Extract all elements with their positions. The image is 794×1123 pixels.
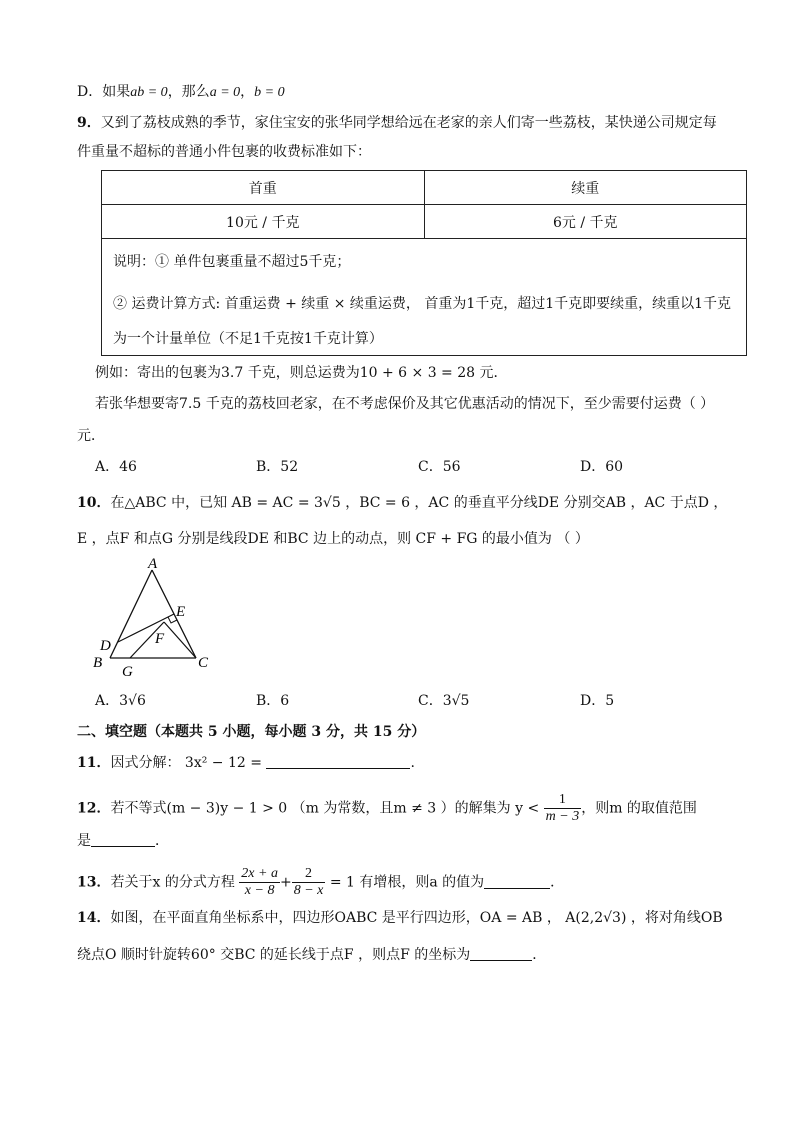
fee-value-extra-weight: 6元 / 千克 <box>424 205 747 239</box>
q10-option-d: D．5 <box>580 693 615 709</box>
q10-line1: 10．在△ABC 中，已知 AB = AC = 3√5 ，BC = 6 ，AC 的垂直平分线DE 分别交AB ，AC 于点D ， <box>77 495 728 511</box>
q12-line1: 12．若不等式(m − 3)y − 1 > 0 （m 为常数，且m ≠ 3 ）的解集为 y < $\frac{1}{m - 3}$ ，则m 的取值范围 <box>77 792 697 824</box>
q14-line2: 绕点O 顺时针旋转60° 交BC 的延长线于点F ，则点F 的坐标为 ． <box>77 947 547 963</box>
fee-note-box <box>101 238 747 356</box>
label-d: D <box>100 638 111 654</box>
label-b: B <box>93 655 103 671</box>
q9-option-d: D．60 <box>580 459 624 475</box>
q12-line2: 是 ． <box>77 833 169 849</box>
label-a: A <box>148 556 158 572</box>
q11: 11．因式分解： 3x² − 12 = . <box>77 755 415 771</box>
label-f: F <box>155 631 165 647</box>
q10-line2: E ，点F 和点G 分别是线段DE 和BC 边上的动点，则 CF + FG 的最小值为 （ ） <box>77 531 589 547</box>
label-g: G <box>122 664 133 680</box>
q14-answer-blank[interactable] <box>470 946 532 961</box>
q9-line2: 件重量不超标的普通小件包裹的收费标准如下： <box>77 144 371 160</box>
q9-example: 例如：寄出的包裹为3.7 千克，则总运费为10 + 6 × 3 = 28 元． <box>95 365 508 381</box>
q12-fraction: $\frac{1}{m - 3}$ <box>545 792 580 824</box>
q9-question-line2: 元． <box>77 428 105 444</box>
fee-note-3: 为一个计量单位（不足1千克按1千克计算） <box>113 331 383 347</box>
label-c: C <box>198 655 209 671</box>
q9-option-a: A．46 <box>95 459 137 475</box>
q8-option-d: D．如果ab = 0，那么a = 0，b = 0 <box>77 84 285 100</box>
q9-line1: 9．又到了荔枝成熟的季节，家住宝安的张华同学想给远在老家的亲人们寄一些荔枝，某快递公司规定每 <box>77 115 717 131</box>
q10-option-a: A．3√6 <box>95 693 146 709</box>
fee-note-2: ② 运费计算方式: 首重运费 + 续重 × 续重运费， 首重为1千克，超过1千克即要续重，续重以1千克 <box>113 296 732 312</box>
fee-value-first-weight: 10元 / 千克 <box>102 205 425 239</box>
q13: 13．若关于x 的分式方程 $\frac{2x + a}{x - 8}$ + $\frac{2}{8 - x}$ = 1 有增根，则a 的值为 ． <box>77 866 565 898</box>
q12-answer-blank[interactable] <box>91 832 155 847</box>
q13-fraction-2: $\frac{2}{8 - x}$ <box>293 866 324 898</box>
q9-option-c: C．56 <box>418 459 461 475</box>
fee-header-extra-weight: 续重 <box>424 171 747 205</box>
fee-table <box>101 170 747 239</box>
q10-triangle-figure <box>88 556 218 682</box>
segment-de <box>118 614 174 642</box>
q10-option-b: B．6 <box>256 693 290 709</box>
q13-fraction-1: $\frac{2x + a}{x - 8}$ <box>241 866 278 898</box>
side-ab <box>110 570 152 658</box>
q14-line1: 14．如图，在平面直角坐标系中，四边形OABC 是平行四边形，OA = AB ， A(2,2√3) ，将对角线OB <box>77 910 723 926</box>
section-fill-in-blank-title: 二、填空题（本题共 5 小题，每小题 3 分，共 15 分） <box>77 724 426 740</box>
fee-header-first-weight: 首重 <box>102 171 425 205</box>
label-e: E <box>176 604 186 620</box>
fee-note-1: 说明：① 单件包裹重量不超过5千克； <box>113 254 351 270</box>
q9-option-b: B．52 <box>256 459 299 475</box>
q11-answer-blank[interactable] <box>266 754 410 769</box>
q13-answer-blank[interactable] <box>484 874 550 889</box>
q9-question-line1: 若张华想要寄7.5 千克的荔枝回老家，在不考虑保价及其它优惠活动的情况下，至少需要付运费（ ） <box>95 396 715 412</box>
q10-option-c: C．3√5 <box>418 693 470 709</box>
